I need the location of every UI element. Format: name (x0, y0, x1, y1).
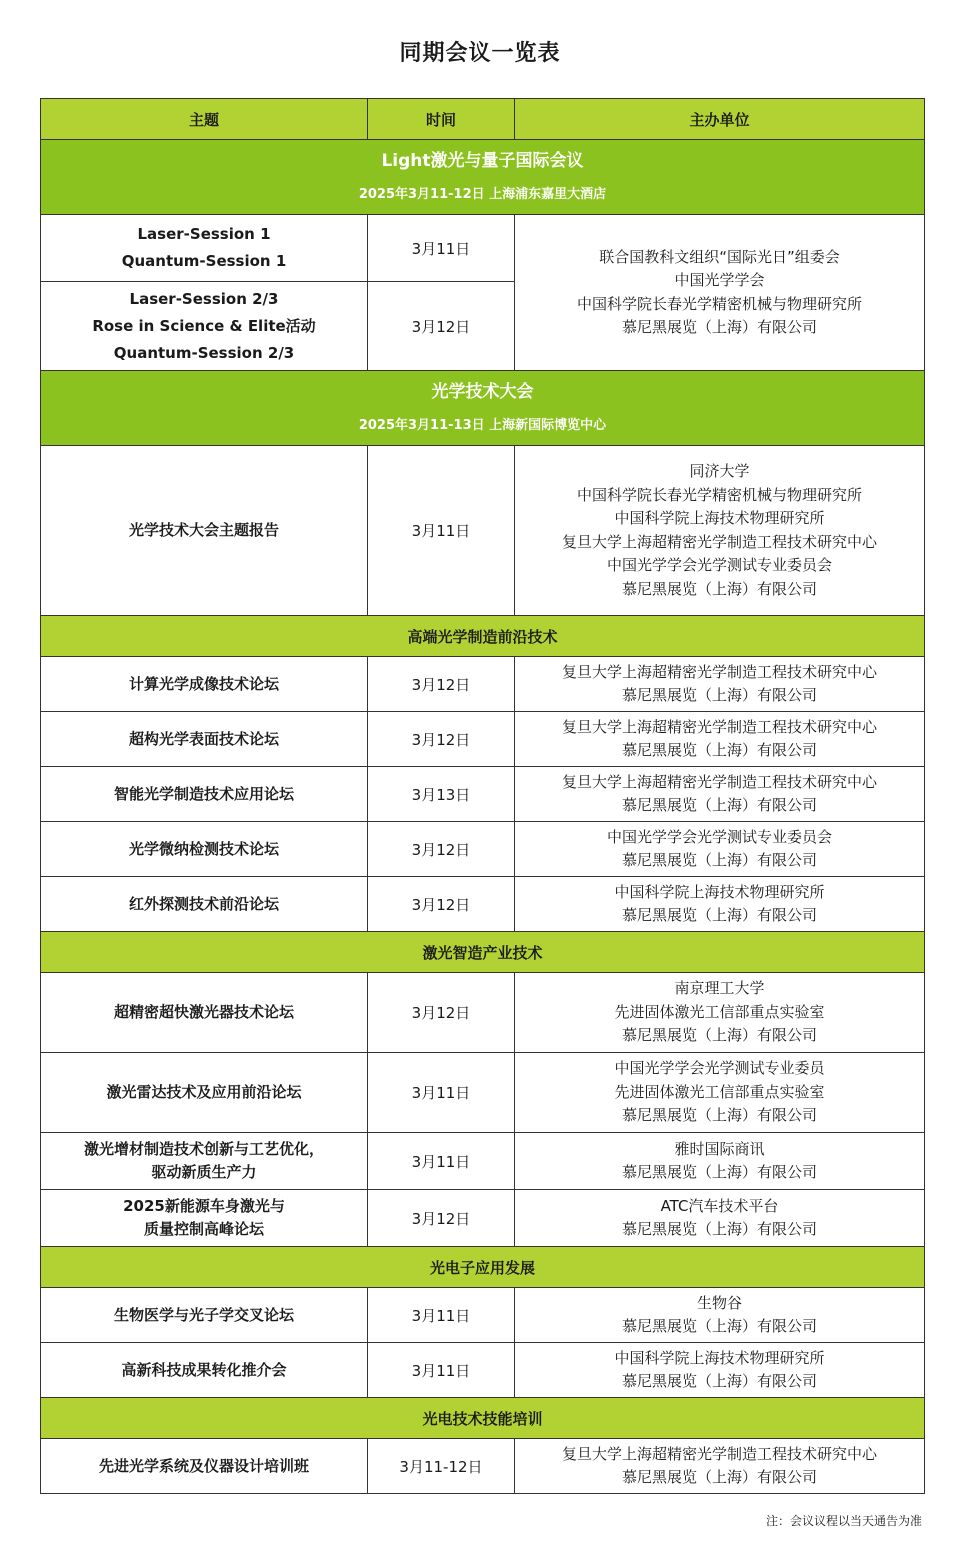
date-cell: 3月13日 (368, 767, 515, 822)
organizer-line: 雅时国际商讯 (674, 1139, 765, 1158)
organizer-line: 中国科学院长春光学精密机械与物理研究所 (576, 485, 862, 504)
organizer-cell (515, 1439, 925, 1494)
organizer-line: 慕尼黑展览（上海）有限公司 (621, 579, 817, 598)
date-cell: 3月12日 (368, 822, 515, 877)
organizer-line: 中国光学学会光学测试专业委员 (614, 1059, 825, 1078)
topic-cell (41, 1133, 368, 1190)
organizer-line: 慕尼黑展览（上海）有限公司 (621, 741, 817, 759)
organizer-line: 联合国教科文组织“国际光日”组委会 (599, 247, 840, 266)
organizer-line: 慕尼黑展览（上海）有限公司 (621, 1317, 817, 1335)
organizer-line: 慕尼黑展览（上海）有限公司 (621, 686, 817, 704)
organizer-line: 慕尼黑展览（上海）有限公司 (621, 1026, 817, 1045)
organizer-line: 复旦大学上海超精密光学制造工程技术研究中心 (561, 717, 877, 736)
section-header-row (41, 1247, 925, 1288)
organizer-cell (515, 657, 925, 712)
topic-line: Laser-Session 1 (137, 225, 271, 243)
header-topic: 主题 (41, 99, 368, 140)
section-header (41, 371, 925, 446)
organizer-line: 慕尼黑展览（上海）有限公司 (621, 1220, 817, 1238)
organizer-cell (515, 215, 925, 371)
date-cell: 3月11日 (368, 446, 515, 616)
date-cell: 3月11日 (368, 215, 515, 282)
topic-cell (41, 215, 368, 282)
date-cell: 3月12日 (368, 973, 515, 1053)
organizer-line: 复旦大学上海超精密光学制造工程技术研究中心 (561, 532, 877, 551)
table-row (41, 712, 925, 767)
topic-cell (41, 1190, 368, 1247)
organizer-line: 复旦大学上海超精密光学制造工程技术研究中心 (561, 772, 877, 791)
topic-cell: 激光雷达技术及应用前沿论坛 (41, 1053, 368, 1133)
footnote: 注：会议议程以当天通告为准 (765, 1514, 922, 1528)
section-header-row (41, 140, 925, 215)
organizer-cell (515, 1288, 925, 1343)
header-organizer: 主办单位 (515, 99, 925, 140)
organizer-line: 慕尼黑展览（上海）有限公司 (621, 318, 817, 336)
organizer-line: 复旦大学上海超精密光学制造工程技术研究中心 (561, 662, 877, 681)
organizer-cell (515, 973, 925, 1053)
topic-cell: 光学微纳检测技术论坛 (41, 822, 368, 877)
topic-line: 质量控制高峰论坛 (143, 1220, 264, 1238)
section-header-row (41, 616, 925, 657)
section-title: 高端光学制造前沿技术 (41, 616, 925, 657)
organizer-cell (515, 767, 925, 822)
date-cell: 3月12日 (368, 1190, 515, 1247)
organizer-line: ATC汽车技术平台 (660, 1196, 779, 1215)
table-row (41, 973, 925, 1053)
schedule-table (40, 98, 925, 1494)
topic-line: 激光增材制造技术创新与工艺优化， (83, 1140, 324, 1158)
table-row (41, 1133, 925, 1190)
organizer-line: 中国科学院长春光学精密机械与物理研究所 (576, 294, 862, 313)
table-row (41, 1343, 925, 1398)
table-row (41, 822, 925, 877)
topic-cell: 超构光学表面技术论坛 (41, 712, 368, 767)
date-cell: 3月11日 (368, 1133, 515, 1190)
topic-cell: 先进光学系统及仪器设计培训班 (41, 1439, 368, 1494)
date-cell: 3月12日 (368, 712, 515, 767)
table-row (41, 877, 925, 932)
date-cell: 3月12日 (368, 877, 515, 932)
organizer-line: 慕尼黑展览（上海）有限公司 (621, 1468, 817, 1486)
table-row (41, 1439, 925, 1494)
table-row (41, 1288, 925, 1343)
topic-line: Quantum-Session 1 (121, 252, 287, 270)
date-cell: 3月12日 (368, 657, 515, 712)
section-title: Light激光与量子国际会议 (381, 151, 584, 171)
topic-cell: 超精密超快激光器技术论坛 (41, 973, 368, 1053)
organizer-cell (515, 712, 925, 767)
organizer-line: 慕尼黑展览（上海）有限公司 (621, 1163, 817, 1181)
organizer-line: 复旦大学上海超精密光学制造工程技术研究中心 (561, 1444, 877, 1463)
organizer-line: 生物谷 (696, 1293, 742, 1312)
date-cell: 3月11日 (368, 1053, 515, 1133)
organizer-line: 慕尼黑展览（上海）有限公司 (621, 906, 817, 924)
organizer-line: 先进固体激光工信部重点实验室 (614, 1002, 825, 1021)
organizer-line: 同济大学 (689, 462, 750, 480)
date-cell: 3月12日 (368, 282, 515, 371)
section-header-row (41, 1398, 925, 1439)
topic-cell: 红外探测技术前沿论坛 (41, 877, 368, 932)
organizer-line: 中国光学学会 (674, 271, 765, 289)
topic-cell: 高新科技成果转化推介会 (41, 1343, 368, 1398)
organizer-cell (515, 1190, 925, 1247)
topic-line: Laser-Session 2/3 (129, 289, 279, 308)
table-row (41, 657, 925, 712)
organizer-cell (515, 1343, 925, 1398)
organizer-line: 中国科学院上海技术物理研究所 (614, 882, 825, 901)
table-row (41, 1053, 925, 1133)
section-header (41, 140, 925, 215)
organizer-line: 南京理工大学 (674, 979, 765, 998)
organizer-line: 先进固体激光工信部重点实验室 (614, 1082, 825, 1101)
header-time: 时间 (368, 99, 515, 140)
table-row (41, 446, 925, 616)
topic-line: Quantum-Session 2/3 (113, 343, 295, 362)
section-header-row (41, 932, 925, 973)
topic-cell: 生物医学与光子学交叉论坛 (41, 1288, 368, 1343)
topic-cell: 计算光学成像技术论坛 (41, 657, 368, 712)
organizer-line: 中国科学院上海技术物理研究所 (614, 1348, 825, 1367)
section-header-row (41, 371, 925, 446)
organizer-cell (515, 822, 925, 877)
organizer-line: 慕尼黑展览（上海）有限公司 (621, 796, 817, 814)
organizer-cell (515, 877, 925, 932)
section-subtitle: 2025年3月11-13日 上海新国际博览中心 (358, 418, 607, 433)
organizer-line: 中国光学学会光学测试专业委员会 (606, 827, 832, 846)
table-header-row (41, 99, 925, 140)
section-title: 光电技术技能培训 (41, 1398, 925, 1439)
organizer-line: 慕尼黑展览（上海）有限公司 (621, 1372, 817, 1390)
topic-cell: 智能光学制造技术应用论坛 (41, 767, 368, 822)
page-title: 同期会议一览表 (399, 41, 561, 66)
topic-cell (41, 282, 368, 371)
date-cell: 3月11-12日 (368, 1439, 515, 1494)
topic-line: 驱动新质生产力 (151, 1163, 257, 1181)
date-cell: 3月11日 (368, 1343, 515, 1398)
organizer-line: 慕尼黑展览（上海）有限公司 (621, 851, 817, 869)
topic-cell: 光学技术大会主题报告 (41, 446, 368, 616)
section-subtitle: 2025年3月11-12日 上海浦东嘉里大酒店 (358, 187, 607, 202)
table-row (41, 767, 925, 822)
organizer-cell (515, 1053, 925, 1133)
organizer-line: 慕尼黑展览（上海）有限公司 (621, 1106, 817, 1125)
table-row (41, 1190, 925, 1247)
organizer-cell (515, 1133, 925, 1190)
topic-line: Rose in Science & Elite活动 (92, 316, 316, 335)
date-cell: 3月11日 (368, 1288, 515, 1343)
organizer-line: 中国光学学会光学测试专业委员会 (606, 556, 832, 574)
section-title: 光学技术大会 (431, 382, 534, 402)
table-row (41, 215, 925, 282)
section-title: 光电子应用发展 (41, 1247, 925, 1288)
organizer-cell (515, 446, 925, 616)
section-title: 激光智造产业技术 (41, 932, 925, 973)
topic-line: 2025新能源车身激光与 (123, 1197, 285, 1215)
organizer-line: 中国科学院上海技术物理研究所 (614, 509, 825, 527)
